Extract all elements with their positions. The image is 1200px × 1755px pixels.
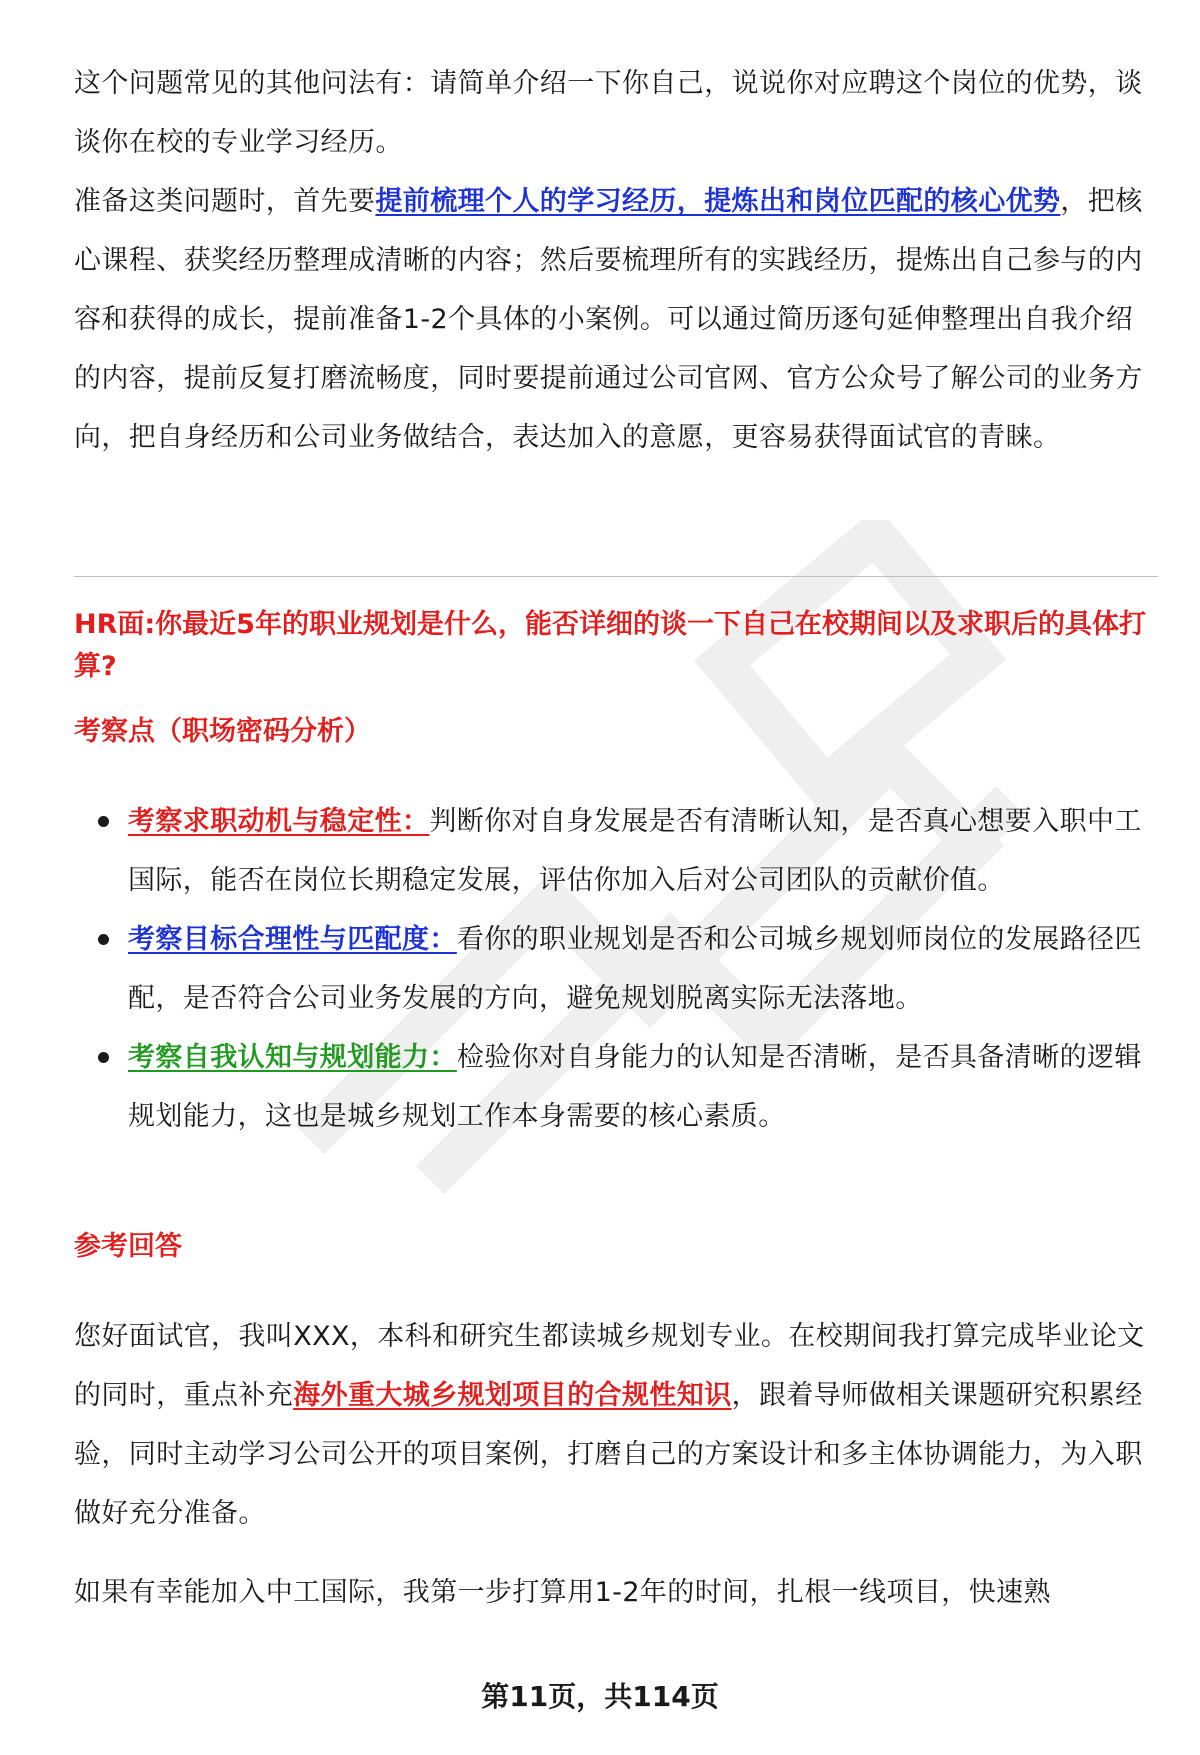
answer-paragraph-1: [74, 1307, 1158, 1543]
point-text: 看你的职业规划是否和公司城乡规划师岗位的发展路径匹配，是否符合公司业务发展的方向，避免规划脱离实际无法落地。: [128, 924, 1142, 1014]
point-text: 检验你对自身能力的认知是否清晰，是否具备清晰的逻辑规划能力，这也是城乡规划工作本身需要的核心素质。: [128, 1042, 1142, 1132]
point-text: 判断你对自身发展是否有清晰认知，是否真心想要入职中工国际，能否在岗位长期稳定发展，评估你加入后对公司团队的贡献价值。: [128, 806, 1142, 896]
point-label: 考察求职动机与稳定性：: [128, 806, 430, 837]
section-divider: [74, 576, 1158, 577]
question-title: HR面:你最近5年的职业规划是什么，能否详细的谈一下自己在校期间以及求职后的具体打算?: [74, 609, 1146, 682]
answer-prefix: 您好面试官，我叫XXX，本科和研究生都读城乡规划专业。在校期间我打算完成毕业论文的同时，重点补充: [74, 1321, 1145, 1411]
preparation-prefix: 准备这类问题时，首先要: [74, 186, 376, 217]
answer-highlight: 海外重大城乡规划项目的合规性知识: [293, 1380, 732, 1411]
preparation-paragraph: [74, 172, 1158, 467]
answer-heading: 参考回答: [74, 1231, 182, 1262]
preparation-highlight: 提前梳理个人的学习经历，提炼出和岗位匹配的核心优势: [375, 186, 1061, 217]
preparation-suffix: ，把核心课程、获奖经历整理成清晰的内容；然后要梳理所有的实践经历，提炼出自己参与的内容和获得的成长，提前准备1-2个具体的小案例。可以通过简历逐句延伸整理出自我介绍的内容，提前反复打磨流畅度，同时要提前通过公司官网、官方公众号了解公司的业务方向，把自身经历和公司业务做结合，表达加入的意愿，更容易获得面试官的青睐。: [74, 186, 1143, 453]
analysis-heading: 考察点（职场密码分析）: [74, 716, 371, 747]
answer-suffix: ，跟着导师做相关课题研究积累经验，同时主动学习公司公开的项目案例，打磨自己的方案设计和多主体协调能力，为入职做好充分准备。: [74, 1380, 1143, 1529]
bullet-dot-icon: [98, 1052, 109, 1063]
intro-paragraph: 这个问题常见的其他问法有：请简单介绍一下你自己，说说你对应聘这个岗位的优势，谈谈你在校的专业学习经历。: [74, 68, 1143, 158]
list-item: [74, 910, 1158, 1028]
list-item: [74, 792, 1158, 910]
page-number: 第11页，共114页: [481, 1680, 719, 1713]
intro-section: [74, 54, 1158, 467]
point-label: 考察自我认知与规划能力：: [128, 1042, 457, 1073]
bullet-dot-icon: [98, 934, 109, 945]
list-item: [74, 1028, 1158, 1146]
answer-section: [74, 1307, 1158, 1622]
point-label: 考察目标合理性与匹配度：: [128, 924, 457, 955]
analysis-list: [74, 792, 1158, 1146]
bullet-dot-icon: [98, 816, 109, 827]
answer-paragraph-2: 如果有幸能加入中工国际，我第一步打算用1-2年的时间，扎根一线项目，快速熟: [74, 1577, 1051, 1608]
